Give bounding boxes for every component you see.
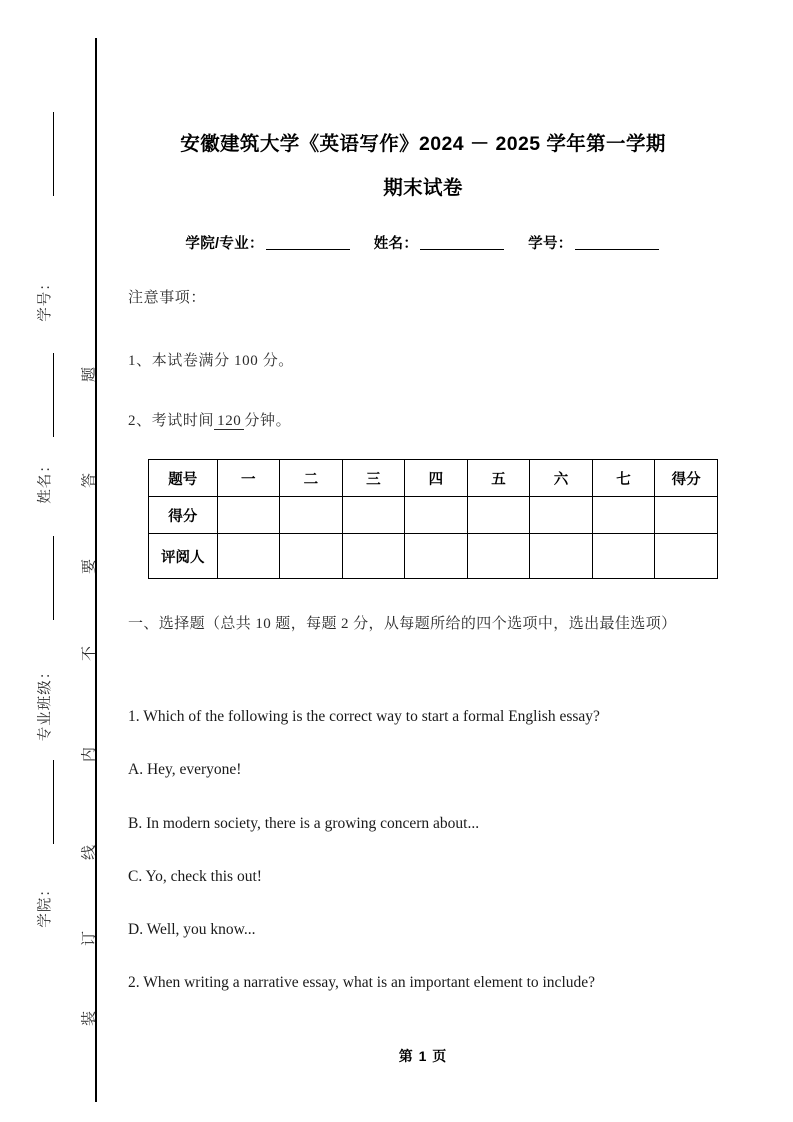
table-cell: 得分 [655,460,718,497]
sealing-field-class: 专业班级： [37,663,54,742]
table-row [149,460,718,497]
sealing-field-student-id: 学号： [37,275,54,322]
sealing-field-college: 学院： [37,881,54,928]
student-id-blank[interactable] [575,249,659,250]
question-stem-2: 2. When writing a narrative essay, what is an important element to include? [128,974,596,991]
table-cell: 一 [217,460,280,497]
table-cell: 三 [342,460,405,497]
score-summary-table [148,459,718,579]
table-cell-blank[interactable] [217,497,280,534]
student-id-label: 学号： [528,236,573,252]
question-1-option-a[interactable]: A. Hey, everyone! [128,761,242,778]
table-cell: 七 [592,460,655,497]
page-title-line-1: 安徽建筑大学《英语写作》2024 － 2025 学年第一学期 [180,133,666,155]
page-footer: 第 1 页 [398,1048,448,1064]
sealing-phrase-char: 线 [81,844,98,861]
sealing-phrase-char: 订 [81,930,98,947]
table-cell-blank[interactable] [280,497,343,534]
name-label: 姓名： [373,236,419,252]
question-1-option-c[interactable]: C. Yo, check this out! [128,868,262,885]
table-cell-blank[interactable] [342,534,405,579]
table-cell-blank[interactable] [467,534,530,579]
table-cell: 四 [405,460,468,497]
table-row [149,534,718,579]
sealing-field-rule-3 [53,536,54,620]
question-1-option-d[interactable]: D. Well, you know... [128,921,256,938]
table-row-header: 评阅人 [149,534,218,579]
table-row [149,497,718,534]
college-major-label: 学院/专业： [185,236,264,252]
table-cell-blank[interactable] [342,497,405,534]
note-item-total-score: 1、本试卷满分 100 分。 [128,353,294,369]
notes-heading: 注意事项： [128,290,207,306]
table-cell-blank[interactable] [405,534,468,579]
note-duration-value: 120 [214,413,244,430]
sealing-phrase-char: 要 [81,558,98,575]
section-heading-multiple-choice: 一、选择题（总共 10 题，每题 2 分，从每题所给的四个选项中，选出最佳选项） [128,616,677,632]
note-duration-prefix: 2、考试时间 [128,413,215,429]
table-row-header: 题号 [149,460,218,497]
table-cell-blank[interactable] [592,534,655,579]
table-cell-blank[interactable] [405,497,468,534]
sealing-line-margin [0,0,96,1122]
college-major-blank[interactable] [266,249,350,250]
note-duration-suffix: 分钟。 [244,413,292,429]
note-item-duration [128,409,291,430]
table-cell: 六 [530,460,593,497]
identity-fields-line [128,232,718,253]
table-cell-blank[interactable] [467,497,530,534]
sealing-field-rule-1 [53,112,54,196]
sealing-field-rule-4 [53,760,54,844]
table-cell-blank[interactable] [655,534,718,579]
sealing-field-rule-2 [53,353,54,437]
sealing-phrase-char: 装 [81,1010,98,1027]
table-cell-blank[interactable] [592,497,655,534]
table-cell: 二 [280,460,343,497]
table-cell-blank[interactable] [280,534,343,579]
name-blank[interactable] [420,249,504,250]
table-cell-blank[interactable] [530,534,593,579]
sealing-fields-column [24,0,64,1122]
sealing-field-name: 姓名： [37,457,54,504]
sealing-phrase-char: 不 [81,645,98,662]
table-cell-blank[interactable] [530,497,593,534]
table-cell-blank[interactable] [217,534,280,579]
table-cell-blank[interactable] [655,497,718,534]
question-stem-1: 1. Which of the following is the correct way to start a formal English essay? [128,708,600,725]
sealing-phrase-column [68,0,108,1122]
question-1-option-b[interactable]: B. In modern society, there is a growing concern about... [128,815,480,832]
page-title-line-2: 期末试卷 [383,177,463,199]
sealing-phrase-char: 内 [81,746,98,763]
sealing-phrase-char: 题 [81,366,98,383]
sealing-phrase-char: 答 [81,472,98,489]
table-cell: 五 [467,460,530,497]
table-row-header: 得分 [149,497,218,534]
exam-paper-body [128,0,718,1122]
